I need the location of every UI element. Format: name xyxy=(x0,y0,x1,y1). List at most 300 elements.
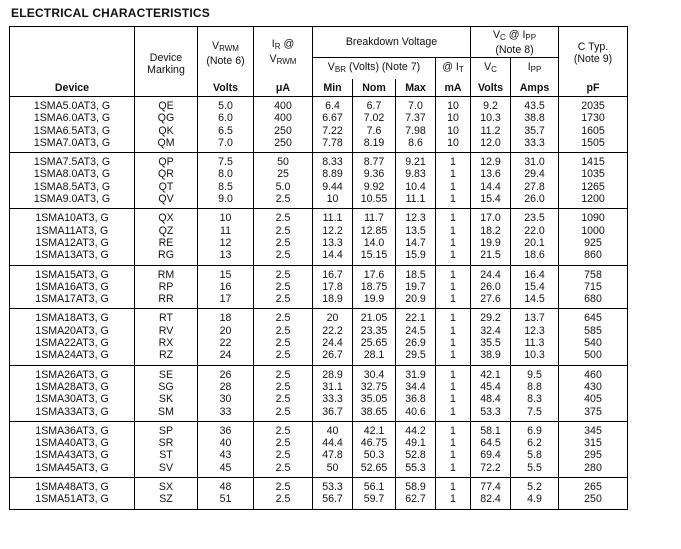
it-cell: 1 xyxy=(436,381,471,393)
marking-unit xyxy=(135,79,198,97)
it-cell: 1 xyxy=(436,421,471,437)
it-cell: 1 xyxy=(436,449,471,461)
table-row xyxy=(10,137,628,153)
vrwm-cell: 18 xyxy=(198,309,254,325)
table-row xyxy=(10,249,628,265)
ir-cell: 2.5 xyxy=(254,265,313,281)
device-cell: 1SMA28AT3, G xyxy=(10,381,135,393)
table-row xyxy=(10,168,628,180)
ctyp-cell: 1000 xyxy=(559,225,628,237)
vbr-max-cell: 22.1 xyxy=(396,309,436,325)
ctyp-cell: 295 xyxy=(559,449,628,461)
ipp-cell: 10.3 xyxy=(511,349,559,365)
vbr-nom-cell: 23.35 xyxy=(353,325,396,337)
vbr-nom-cell: 14.0 xyxy=(353,237,396,249)
vrwm-cell: 6.0 xyxy=(198,112,254,124)
ir-cell: 2.5 xyxy=(254,462,313,478)
vrwm-cell: 33 xyxy=(198,406,254,422)
device-cell: 1SMA51AT3, G xyxy=(10,493,135,509)
marking-cell: RE xyxy=(135,237,198,249)
vrwm-cell: 24 xyxy=(198,349,254,365)
vrwm-cell: 10 xyxy=(198,209,254,225)
breakdown-voltage-header: Breakdown Voltage xyxy=(313,27,471,58)
vbr-min-cell: 6.4 xyxy=(313,97,353,113)
ir-cell: 2.5 xyxy=(254,309,313,325)
it-cell: 1 xyxy=(436,153,471,169)
electrical-characteristics-table xyxy=(9,26,628,510)
device-cell: 1SMA20AT3, G xyxy=(10,325,135,337)
ir-cell: 2.5 xyxy=(254,406,313,422)
marking-cell: RR xyxy=(135,293,198,309)
ctyp-cell: 758 xyxy=(559,265,628,281)
ipp-cell: 18.6 xyxy=(511,249,559,265)
vc-cell: 64.5 xyxy=(471,437,511,449)
device-cell: 1SMA8.0AT3, G xyxy=(10,168,135,180)
ipp-cell: 13.7 xyxy=(511,309,559,325)
vbr-max-cell: 24.5 xyxy=(396,325,436,337)
ir-cell: 400 xyxy=(254,112,313,124)
vrwm-cell: 16 xyxy=(198,281,254,293)
vbr-max-cell: 9.83 xyxy=(396,168,436,180)
device-cell: 1SMA8.5AT3, G xyxy=(10,181,135,193)
vbr-min-cell: 24.4 xyxy=(313,337,353,349)
it-cell: 10 xyxy=(436,137,471,153)
ctyp-cell: 280 xyxy=(559,462,628,478)
it-cell: 1 xyxy=(436,249,471,265)
vc-cell: 15.4 xyxy=(471,193,511,209)
ir-cell: 50 xyxy=(254,153,313,169)
device-cell: 1SMA45AT3, G xyxy=(10,462,135,478)
ir-cell: 2.5 xyxy=(254,437,313,449)
vrwm-cell: 7.5 xyxy=(198,153,254,169)
vbr-nom-cell: 6.7 xyxy=(353,97,396,113)
ipp-cell: 22.0 xyxy=(511,225,559,237)
marking-cell: QR xyxy=(135,168,198,180)
ir-cell: 2.5 xyxy=(254,365,313,381)
marking-cell: RV xyxy=(135,325,198,337)
vc-header: $V_C$ xyxy=(471,58,511,80)
vrwm-cell: 11 xyxy=(198,225,254,237)
vbr-min-cell: 44.4 xyxy=(313,437,353,449)
ir-cell: 2.5 xyxy=(254,249,313,265)
vc-cell: 14.4 xyxy=(471,181,511,193)
vbr-min-cell: 56.7 xyxy=(313,493,353,509)
vbr-nom-cell: 8.77 xyxy=(353,153,396,169)
ir-cell: 2.5 xyxy=(254,281,313,293)
vrwm-cell: 8.0 xyxy=(198,168,254,180)
ipp-cell: 33.3 xyxy=(511,137,559,153)
device-cell: 1SMA22AT3, G xyxy=(10,337,135,349)
ir-cell: 250 xyxy=(254,137,313,153)
ctyp-cell: 1200 xyxy=(559,193,628,209)
vrwm-cell: 45 xyxy=(198,462,254,478)
device-header xyxy=(10,27,135,80)
vbr-min-cell: 8.89 xyxy=(313,168,353,180)
ipp-cell: 6.2 xyxy=(511,437,559,449)
vc-ipp-header: $V_C$ @ $I_{PP}$ (Note 8) xyxy=(471,27,559,58)
marking-cell: SZ xyxy=(135,493,198,509)
vbr-nom-cell: 50.3 xyxy=(353,449,396,461)
vbr-max-cell: 13.5 xyxy=(396,225,436,237)
vrwm-cell: 7.0 xyxy=(198,137,254,153)
marking-cell: QP xyxy=(135,153,198,169)
vbr-nom-cell: 9.92 xyxy=(353,181,396,193)
ir-cell: 2.5 xyxy=(254,421,313,437)
ir-cell: 2.5 xyxy=(254,325,313,337)
vc-cell: 10.3 xyxy=(471,112,511,124)
vc-cell: 69.4 xyxy=(471,449,511,461)
device-label: Device xyxy=(10,79,135,97)
vrwm-cell: 26 xyxy=(198,365,254,381)
device-cell: 1SMA9.0AT3, G xyxy=(10,193,135,209)
marking-cell: RT xyxy=(135,309,198,325)
ir-cell: 2.5 xyxy=(254,478,313,494)
vbr-max-cell: 62.7 xyxy=(396,493,436,509)
marking-cell: QE xyxy=(135,97,198,113)
marking-cell: SG xyxy=(135,381,198,393)
ipp-cell: 7.5 xyxy=(511,406,559,422)
table-row xyxy=(10,153,628,169)
vbr-max-cell: 7.0 xyxy=(396,97,436,113)
vbr-nom-cell: 12.85 xyxy=(353,225,396,237)
ipp-cell: 6.9 xyxy=(511,421,559,437)
ir-cell: 2.5 xyxy=(254,493,313,509)
device-cell: 1SMA7.0AT3, G xyxy=(10,137,135,153)
vbr-min-cell: 36.7 xyxy=(313,406,353,422)
vc-cell: 12.0 xyxy=(471,137,511,153)
vbr-min-cell: 18.9 xyxy=(313,293,353,309)
ir-header: $I_R$ @ $V_{RWM}$ xyxy=(254,27,313,80)
vbr-nom-cell: 19.9 xyxy=(353,293,396,309)
vbr-nom-cell: 28.1 xyxy=(353,349,396,365)
table-row xyxy=(10,393,628,405)
vc-cell: 21.5 xyxy=(471,249,511,265)
ctyp-cell: 925 xyxy=(559,237,628,249)
ipp-cell: 9.5 xyxy=(511,365,559,381)
vc-cell: 48.4 xyxy=(471,393,511,405)
table-row xyxy=(10,309,628,325)
it-cell: 1 xyxy=(436,349,471,365)
marking-cell: SP xyxy=(135,421,198,437)
vrwm-cell: 6.5 xyxy=(198,125,254,137)
vc-cell: 27.6 xyxy=(471,293,511,309)
ctyp-cell: 315 xyxy=(559,437,628,449)
it-cell: 1 xyxy=(436,406,471,422)
it-cell: 1 xyxy=(436,493,471,509)
table-body xyxy=(10,97,628,510)
ir-cell: 400 xyxy=(254,97,313,113)
ir-cell: 2.5 xyxy=(254,393,313,405)
unit-max: Max xyxy=(396,79,436,97)
table-row xyxy=(10,265,628,281)
vc-cell: 13.6 xyxy=(471,168,511,180)
vbr-min-cell: 8.33 xyxy=(313,153,353,169)
table-row xyxy=(10,493,628,509)
vrwm-cell: 48 xyxy=(198,478,254,494)
vbr-min-cell: 26.7 xyxy=(313,349,353,365)
vbr-min-cell: 10 xyxy=(313,193,353,209)
vrwm-cell: 12 xyxy=(198,237,254,249)
it-cell: 1 xyxy=(436,293,471,309)
ir-cell: 5.0 xyxy=(254,181,313,193)
ctyp-cell: 1730 xyxy=(559,112,628,124)
vrwm-cell: 9.0 xyxy=(198,193,254,209)
marking-cell: SX xyxy=(135,478,198,494)
vbr-max-cell: 52.8 xyxy=(396,449,436,461)
ctyp-cell: 715 xyxy=(559,281,628,293)
vbr-min-cell: 13.3 xyxy=(313,237,353,249)
device-cell: 1SMA30AT3, G xyxy=(10,393,135,405)
it-cell: 1 xyxy=(436,181,471,193)
vbr-min-cell: 9.44 xyxy=(313,181,353,193)
it-cell: 1 xyxy=(436,478,471,494)
vbr-max-cell: 10.4 xyxy=(396,181,436,193)
vc-cell: 45.4 xyxy=(471,381,511,393)
table-row xyxy=(10,437,628,449)
vbr-max-cell: 40.6 xyxy=(396,406,436,422)
unit-nom: Nom xyxy=(353,79,396,97)
vbr-max-cell: 34.4 xyxy=(396,381,436,393)
it-cell: 1 xyxy=(436,265,471,281)
vrwm-cell: 5.0 xyxy=(198,97,254,113)
vbr-min-cell: 31.1 xyxy=(313,381,353,393)
vbr-max-cell: 20.9 xyxy=(396,293,436,309)
vbr-nom-cell: 11.7 xyxy=(353,209,396,225)
vbr-min-cell: 33.3 xyxy=(313,393,353,405)
ctyp-cell: 1415 xyxy=(559,153,628,169)
ctyp-cell: 1035 xyxy=(559,168,628,180)
vbr-max-cell: 36.8 xyxy=(396,393,436,405)
marking-cell: QG xyxy=(135,112,198,124)
it-cell: 1 xyxy=(436,281,471,293)
device-cell: 1SMA6.5AT3, G xyxy=(10,125,135,137)
vbr-min-cell: 16.7 xyxy=(313,265,353,281)
vbr-nom-cell: 30.4 xyxy=(353,365,396,381)
table-row xyxy=(10,337,628,349)
unit-volts-vc: Volts xyxy=(471,79,511,97)
marking-cell: SR xyxy=(135,437,198,449)
ipp-cell: 20.1 xyxy=(511,237,559,249)
vbr-nom-cell: 7.02 xyxy=(353,112,396,124)
device-cell: 1SMA24AT3, G xyxy=(10,349,135,365)
table-row xyxy=(10,125,628,137)
vc-cell: 17.0 xyxy=(471,209,511,225)
marking-cell: RM xyxy=(135,265,198,281)
it-cell: 10 xyxy=(436,112,471,124)
table-row xyxy=(10,97,628,113)
it-cell: 1 xyxy=(436,462,471,478)
vc-cell: 19.9 xyxy=(471,237,511,249)
device-cell: 1SMA6.0AT3, G xyxy=(10,112,135,124)
ipp-cell: 8.8 xyxy=(511,381,559,393)
ctyp-cell: 645 xyxy=(559,309,628,325)
vrwm-cell: 43 xyxy=(198,449,254,461)
ipp-cell: 26.0 xyxy=(511,193,559,209)
table-row xyxy=(10,381,628,393)
device-cell: 1SMA26AT3, G xyxy=(10,365,135,381)
ir-cell: 2.5 xyxy=(254,449,313,461)
marking-cell: SK xyxy=(135,393,198,405)
vrwm-cell: 8.5 xyxy=(198,181,254,193)
vrwm-cell: 30 xyxy=(198,393,254,405)
vbr-max-cell: 15.9 xyxy=(396,249,436,265)
vbr-max-cell: 12.3 xyxy=(396,209,436,225)
vbr-nom-cell: 42.1 xyxy=(353,421,396,437)
device-cell: 1SMA17AT3, G xyxy=(10,293,135,309)
vbr-max-cell: 7.98 xyxy=(396,125,436,137)
ctyp-cell: 500 xyxy=(559,349,628,365)
vbr-max-cell: 19.7 xyxy=(396,281,436,293)
vbr-min-cell: 11.1 xyxy=(313,209,353,225)
it-header: @ $I_T$ xyxy=(436,58,471,80)
vbr-min-cell: 47.8 xyxy=(313,449,353,461)
table-row xyxy=(10,421,628,437)
vbr-min-cell: 14.4 xyxy=(313,249,353,265)
ctyp-cell: 680 xyxy=(559,293,628,309)
ir-cell: 2.5 xyxy=(254,209,313,225)
ir-cell: 2.5 xyxy=(254,381,313,393)
vbr-min-cell: 7.78 xyxy=(313,137,353,153)
vbr-max-cell: 55.3 xyxy=(396,462,436,478)
vbr-max-cell: 26.9 xyxy=(396,337,436,349)
device-cell: 1SMA15AT3, G xyxy=(10,265,135,281)
marking-cell: SE xyxy=(135,365,198,381)
vbr-nom-cell: 56.1 xyxy=(353,478,396,494)
vbr-nom-cell: 18.75 xyxy=(353,281,396,293)
marking-cell: QZ xyxy=(135,225,198,237)
ir-cell: 2.5 xyxy=(254,293,313,309)
ir-cell: 250 xyxy=(254,125,313,137)
ctyp-cell: 460 xyxy=(559,365,628,381)
it-cell: 1 xyxy=(436,437,471,449)
vbr-min-cell: 20 xyxy=(313,309,353,325)
ipp-cell: 11.3 xyxy=(511,337,559,349)
table-row xyxy=(10,181,628,193)
vbr-min-cell: 50 xyxy=(313,462,353,478)
marking-cell: RP xyxy=(135,281,198,293)
ctyp-cell: 540 xyxy=(559,337,628,349)
it-cell: 1 xyxy=(436,337,471,349)
vbr-max-cell: 8.6 xyxy=(396,137,436,153)
vc-cell: 53.3 xyxy=(471,406,511,422)
vc-cell: 24.4 xyxy=(471,265,511,281)
vrwm-cell: 40 xyxy=(198,437,254,449)
marking-cell: SM xyxy=(135,406,198,422)
table-row xyxy=(10,209,628,225)
marking-cell: QK xyxy=(135,125,198,137)
device-cell: 1SMA40AT3, G xyxy=(10,437,135,449)
ipp-cell: 43.5 xyxy=(511,97,559,113)
it-cell: 1 xyxy=(436,209,471,225)
it-cell: 1 xyxy=(436,393,471,405)
ipp-cell: 35.7 xyxy=(511,125,559,137)
table-row xyxy=(10,112,628,124)
vc-cell: 82.4 xyxy=(471,493,511,509)
device-cell: 1SMA48AT3, G xyxy=(10,478,135,494)
unit-ma: mA xyxy=(436,79,471,97)
vbr-min-cell: 6.67 xyxy=(313,112,353,124)
table-row xyxy=(10,462,628,478)
vbr-nom-cell: 9.36 xyxy=(353,168,396,180)
vbr-nom-cell: 10.55 xyxy=(353,193,396,209)
marking-cell: QV xyxy=(135,193,198,209)
unit-ua: μA xyxy=(254,79,313,97)
vbr-nom-cell: 7.6 xyxy=(353,125,396,137)
device-cell: 1SMA5.0AT3, G xyxy=(10,97,135,113)
table-row xyxy=(10,293,628,309)
vrwm-cell: 13 xyxy=(198,249,254,265)
section-title: ELECTRICAL CHARACTERISTICS xyxy=(11,6,210,20)
marking-cell: ST xyxy=(135,449,198,461)
vbr-max-cell: 18.5 xyxy=(396,265,436,281)
unit-pf: pF xyxy=(559,79,628,97)
vbr-max-cell: 49.1 xyxy=(396,437,436,449)
vbr-min-cell: 28.9 xyxy=(313,365,353,381)
vrwm-cell: 17 xyxy=(198,293,254,309)
marking-header: Device Marking xyxy=(135,27,198,80)
marking-cell: SV xyxy=(135,462,198,478)
vbr-max-cell: 14.7 xyxy=(396,237,436,249)
vbr-nom-cell: 32.75 xyxy=(353,381,396,393)
ipp-cell: 27.8 xyxy=(511,181,559,193)
unit-volts: Volts xyxy=(198,79,254,97)
ctyp-header: C Typ. (Note 9) xyxy=(559,27,628,80)
vbr-nom-cell: 25.65 xyxy=(353,337,396,349)
vc-cell: 38.9 xyxy=(471,349,511,365)
table-row xyxy=(10,406,628,422)
vc-cell: 11.2 xyxy=(471,125,511,137)
ipp-cell: 5.2 xyxy=(511,478,559,494)
vbr-nom-cell: 59.7 xyxy=(353,493,396,509)
device-cell: 1SMA11AT3, G xyxy=(10,225,135,237)
vc-cell: 26.0 xyxy=(471,281,511,293)
vrwm-cell: 36 xyxy=(198,421,254,437)
ctyp-cell: 585 xyxy=(559,325,628,337)
ctyp-cell: 250 xyxy=(559,493,628,509)
vrwm-cell: 28 xyxy=(198,381,254,393)
vc-cell: 29.2 xyxy=(471,309,511,325)
vbr-nom-cell: 38.65 xyxy=(353,406,396,422)
ctyp-cell: 375 xyxy=(559,406,628,422)
ipp-cell: 15.4 xyxy=(511,281,559,293)
vrwm-cell: 22 xyxy=(198,337,254,349)
vbr-nom-cell: 15.15 xyxy=(353,249,396,265)
ctyp-cell: 430 xyxy=(559,381,628,393)
ipp-cell: 16.4 xyxy=(511,265,559,281)
vbr-min-cell: 40 xyxy=(313,421,353,437)
vrwm-cell: 15 xyxy=(198,265,254,281)
it-cell: 1 xyxy=(436,193,471,209)
ipp-cell: 5.8 xyxy=(511,449,559,461)
ctyp-cell: 405 xyxy=(559,393,628,405)
vbr-nom-cell: 17.6 xyxy=(353,265,396,281)
ipp-cell: 31.0 xyxy=(511,153,559,169)
vbr-min-cell: 7.22 xyxy=(313,125,353,137)
ctyp-cell: 2035 xyxy=(559,97,628,113)
device-cell: 1SMA16AT3, G xyxy=(10,281,135,293)
ir-cell: 2.5 xyxy=(254,349,313,365)
device-cell: 1SMA13AT3, G xyxy=(10,249,135,265)
marking-cell: QM xyxy=(135,137,198,153)
ir-cell: 2.5 xyxy=(254,337,313,349)
ipp-cell: 8.3 xyxy=(511,393,559,405)
it-cell: 1 xyxy=(436,325,471,337)
ir-cell: 2.5 xyxy=(254,237,313,249)
vbr-max-cell: 31.9 xyxy=(396,365,436,381)
ipp-cell: 14.5 xyxy=(511,293,559,309)
vrwm-header: $V_{RWM}$ (Note 6) xyxy=(198,27,254,80)
vbr-min-cell: 17.8 xyxy=(313,281,353,293)
